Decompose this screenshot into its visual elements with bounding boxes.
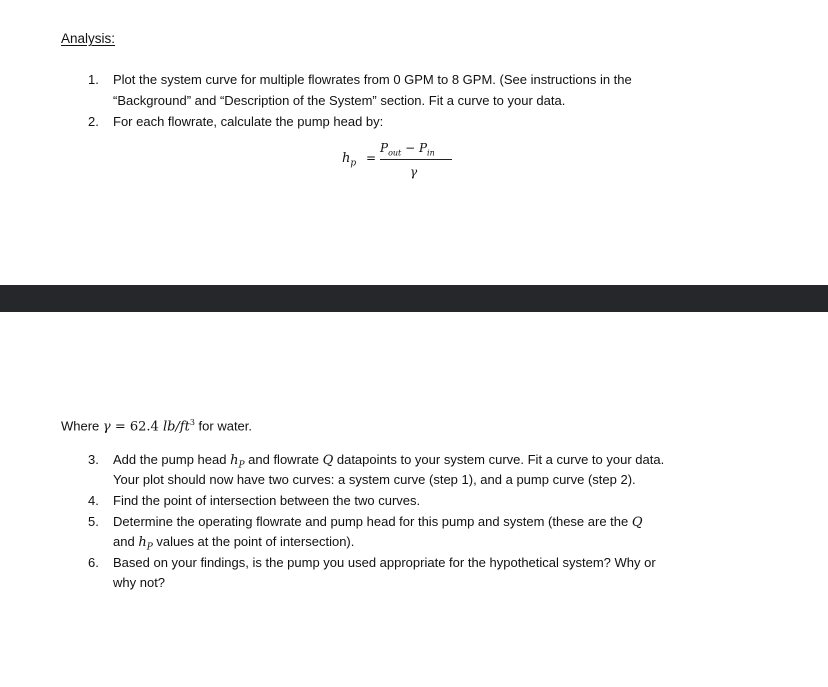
item-1-number: 1.	[88, 72, 99, 87]
analysis-heading: Analysis:	[61, 31, 116, 46]
formula-numerator: $P_{out} - P_{in}$	[380, 141, 435, 158]
where-gamma-line: Where γ = 62.4 $lb/ft^3$ for water.	[61, 418, 253, 435]
pump-head-formula	[342, 143, 462, 183]
formula-fraction-bar	[380, 159, 452, 160]
item-3-line-2: Your plot should now have two curves: a system curve (step 1), and a pump curve (step 2).	[113, 472, 636, 487]
item-6-line-1: Based on your findings, is the pump you used appropriate for the hypothetical system? Why or	[113, 555, 656, 570]
item-1-line-1: Plot the system curve for multiple flowrates from 0 GPM to 8 GPM. (See instructions in the	[113, 72, 632, 87]
item-4-line-1: Find the point of intersection between the two curves.	[113, 493, 421, 508]
item-6-number: 6.	[88, 555, 99, 570]
item-1-line-2: “Background” and “Description of the System” section. Fit a curve to your data.	[113, 93, 566, 108]
item-3-line-1: Add the pump head $h_P$ and flowrate Q datapoints to your system curve. Fit a curve to your data.	[113, 452, 665, 471]
formula-lhs: $h_p$	[342, 151, 357, 169]
item-4-number: 4.	[88, 493, 99, 508]
page-break-band	[0, 285, 828, 312]
formula-denominator: γ	[410, 165, 418, 179]
item-5-number: 5.	[88, 514, 99, 529]
item-3-number: 3.	[88, 452, 99, 467]
item-6-line-2: why not?	[113, 575, 166, 590]
item-5-line-1: Determine the operating flowrate and pump head for this pump and system (these are the Q	[113, 514, 643, 530]
item-5-line-2: and $h_P$ values at the point of intersection).	[113, 534, 355, 553]
item-2-line-1: For each flowrate, calculate the pump head by:	[113, 114, 384, 129]
formula-equals: =	[366, 151, 377, 165]
item-2-number: 2.	[88, 114, 99, 129]
